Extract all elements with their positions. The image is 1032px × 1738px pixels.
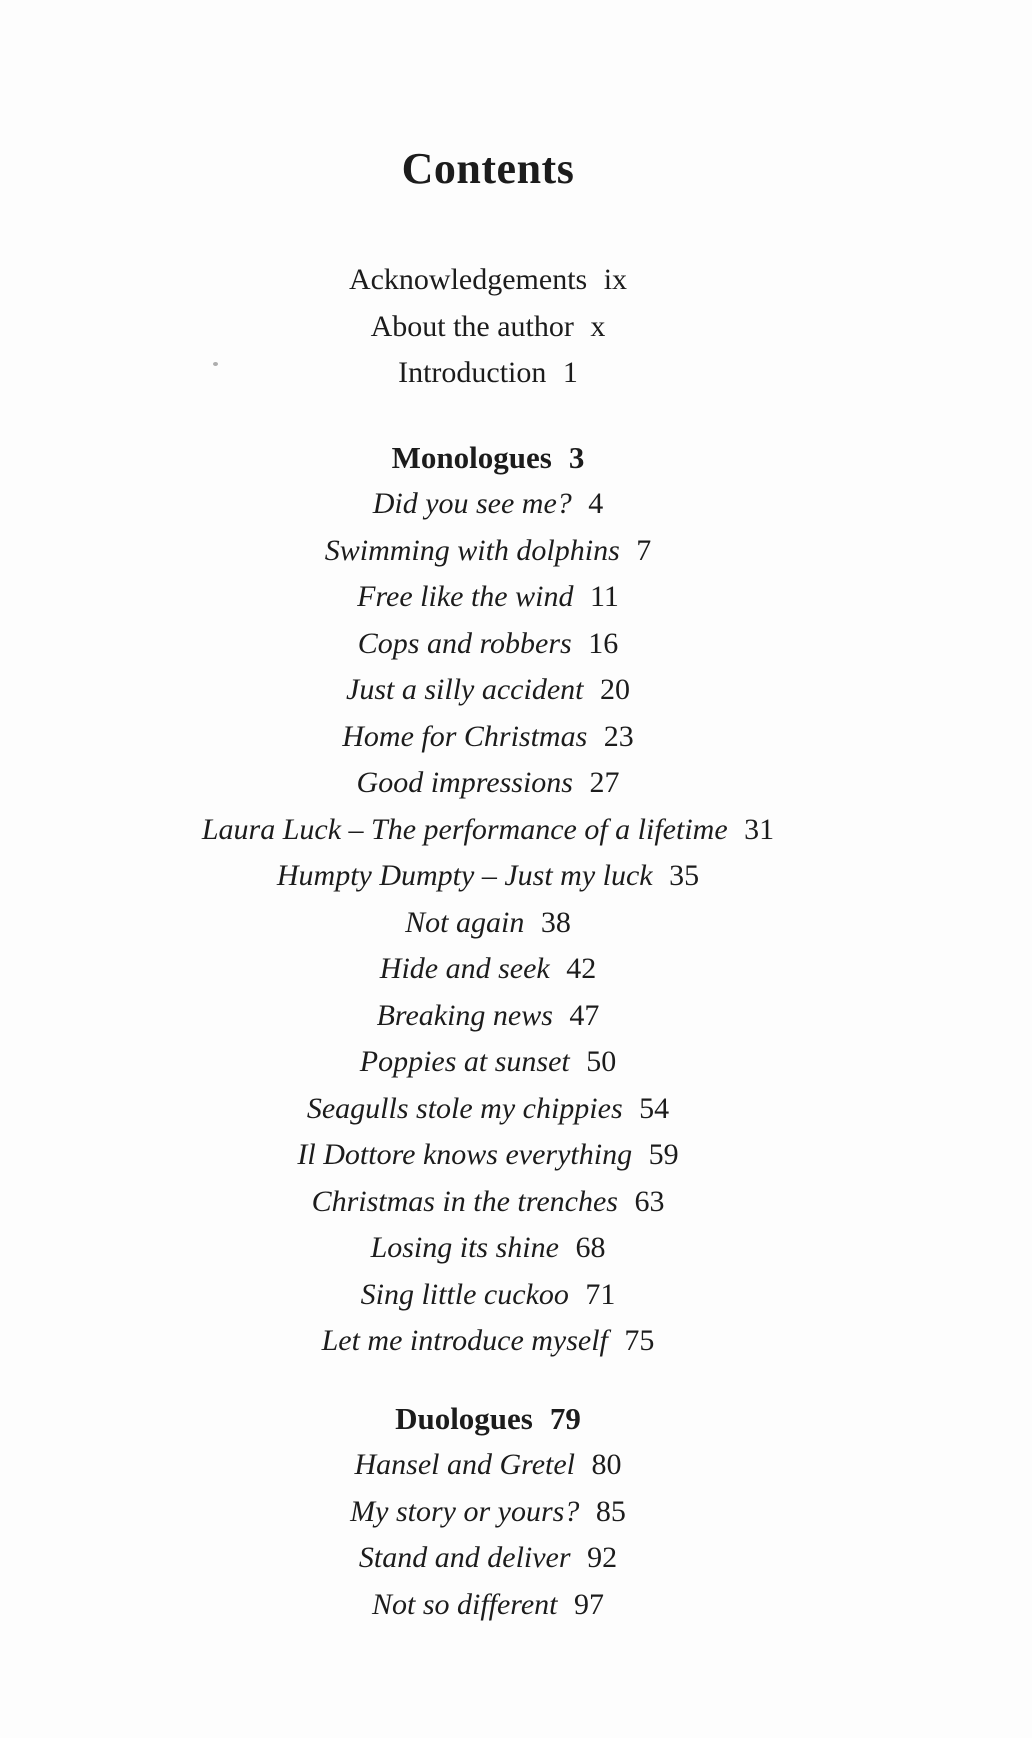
page-title: Contents [401,144,575,193]
toc-entry [0,528,976,575]
toc-entry [0,1132,976,1179]
toc-sections [0,435,976,1629]
section-entry-list [0,1442,976,1628]
entry-page-number: 16 [588,626,619,660]
entry-title: Hide and seek [379,952,550,985]
entry-page-number: 97 [574,1587,605,1621]
section-heading [0,435,976,482]
entry-page-number: 27 [589,766,620,799]
entry-page-number: 47 [569,998,600,1032]
entry-title: Let me introduce myself [321,1324,608,1357]
toc-entry [0,1086,976,1133]
toc-entry [0,350,976,397]
entry-page-number: 85 [595,1494,626,1528]
toc-entry [0,946,976,993]
toc-entry [0,760,976,807]
toc-entry [0,574,976,621]
section-heading [0,1396,976,1443]
entry-page-number: 92 [587,1541,618,1574]
entry-title: Seagulls stole my chippies [306,1091,623,1125]
entry-title: Losing its shine [370,1231,559,1264]
entry-title: Humpty Dumpty – Just my luck [276,859,653,892]
entry-page-number: ix [603,263,628,296]
entry-page-number: 31 [744,812,775,846]
entry-page-number: x [590,309,606,343]
entry-page-number: 71 [585,1277,616,1311]
entry-title: About the author [370,309,574,343]
entry-title: Christmas in the trenches [311,1184,618,1218]
entry-title: Good impressions [356,766,573,799]
entry-title: Laura Luck – The performance of a lifetime [201,812,728,846]
section-page-number: 79 [549,1400,581,1436]
front-matter-list [0,257,976,397]
entry-page-number: 4 [588,487,604,520]
toc-entry [0,667,976,714]
entry-page-number: 54 [639,1091,670,1125]
entry-title: Just a silly accident [346,673,584,706]
entry-page-number: 35 [669,859,700,892]
section-heading-title: Duologues [395,1400,533,1436]
toc-entry [0,1272,976,1319]
toc-entry [0,853,976,900]
toc-entry [0,807,976,854]
entry-title: Home for Christmas [342,719,588,753]
section-entry-list [0,481,976,1365]
toc-section [0,1396,976,1629]
entry-title: Stand and deliver [358,1541,571,1574]
entry-page-number: 11 [589,580,619,613]
entry-title: Il Dottore knows everything [297,1138,633,1171]
entry-page-number: 42 [566,952,597,985]
entry-title: Introduction [398,356,547,389]
toc-entry [0,1582,976,1629]
entry-title: Not so different [371,1587,558,1621]
toc-entry [0,481,976,528]
toc-entry [0,1489,976,1536]
entry-title: Did you see me? [372,487,572,520]
toc-entry [0,1442,976,1489]
toc-entry [0,993,976,1040]
entry-page-number: 59 [648,1138,679,1171]
toc-entry [0,1179,976,1226]
entry-title: My story or yours? [350,1494,580,1528]
toc-entry [0,1039,976,1086]
entry-title: Swimming with dolphins [324,533,620,567]
toc-entry [0,1225,976,1272]
entry-page-number: 50 [586,1045,617,1078]
entry-title: Hansel and Gretel [354,1448,576,1481]
toc-entry [0,714,976,761]
toc-entry [0,621,976,668]
entry-title: Poppies at sunset [359,1045,570,1078]
entry-title: Cops and robbers [357,626,572,660]
entry-page-number: 38 [540,905,571,939]
section-heading-title: Monologues [391,439,552,475]
entry-title: Breaking news [376,998,553,1032]
entry-title: Not again [405,905,525,939]
section-page-number: 3 [568,439,585,475]
toc-entry [0,304,976,351]
entry-title: Acknowledgements [348,263,588,296]
entry-title: Free like the wind [357,580,574,613]
entry-page-number: 20 [599,673,630,706]
entry-page-number: 75 [624,1324,655,1357]
toc-entry [0,257,976,304]
entry-page-number: 23 [603,719,634,753]
entry-page-number: 68 [575,1231,606,1264]
entry-page-number: 80 [591,1448,622,1481]
toc-entry [0,1318,976,1365]
entry-title: Sing little cuckoo [360,1277,569,1311]
scan-speck-artifact [213,362,218,366]
entry-page-number: 1 [562,356,578,389]
toc-entry [0,900,976,947]
entry-page-number: 63 [634,1184,665,1218]
entry-page-number: 7 [636,533,652,567]
toc-entry [0,1535,976,1582]
toc-section [0,435,976,1365]
